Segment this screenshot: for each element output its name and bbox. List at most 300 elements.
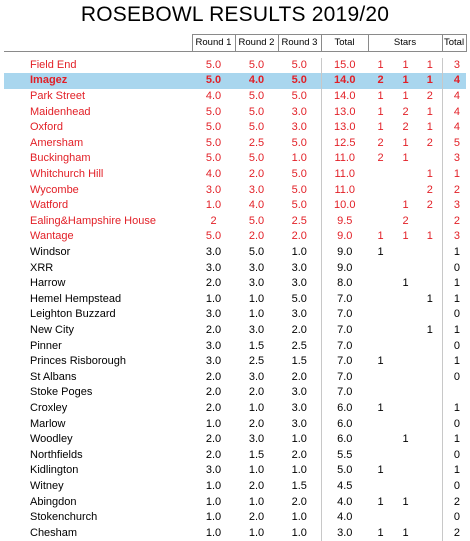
star-round1 (368, 182, 393, 198)
table-row (4, 292, 466, 308)
star-round1: 1 (377, 401, 384, 414)
table-row (4, 338, 466, 354)
star-round2: 1 (402, 152, 409, 165)
round3-score: 5.0 (278, 292, 321, 308)
round3-score: 3.0 (278, 385, 321, 401)
round3-score: 5.0 (278, 198, 321, 214)
round1-score: 4.0 (205, 90, 222, 103)
round1-score: 2.0 (205, 448, 222, 461)
star-round1: 1 (377, 246, 384, 259)
stars-total: 1 (453, 246, 461, 259)
stars-total: 1 (453, 401, 461, 414)
round2-score: 5.0 (248, 58, 265, 71)
results-table (4, 34, 467, 541)
total-score: 7.0 (337, 292, 353, 305)
round3-score: 3.0 (278, 307, 321, 323)
round1-score: 3.0 (205, 355, 222, 368)
star-round2 (393, 479, 418, 495)
stars-total: 5 (453, 136, 461, 149)
table-row (4, 369, 466, 385)
club-name: Windsor (30, 246, 71, 259)
round2-score: 2.0 (248, 511, 265, 524)
stars-total: 3 (453, 58, 461, 71)
round3-score: 5.0 (278, 136, 321, 152)
stars-total: 1 (453, 464, 461, 477)
total-score: 7.0 (337, 370, 353, 383)
star-round3 (418, 510, 442, 526)
star-round1 (368, 447, 393, 463)
star-round1 (368, 323, 393, 339)
round2-score: 3.0 (248, 277, 265, 290)
star-round3 (418, 479, 442, 495)
club-name: Field End (30, 58, 77, 71)
table-row (4, 89, 466, 105)
club-name: Wantage (30, 230, 74, 243)
star-round1 (368, 214, 393, 230)
club-name: Amersham (30, 136, 84, 149)
star-round2 (393, 369, 418, 385)
table-row (4, 276, 466, 292)
star-round1: 2 (368, 73, 393, 89)
stars-total: 2 (453, 495, 461, 508)
table-row (4, 323, 466, 339)
table-row (4, 245, 466, 261)
total-score: 5.5 (337, 448, 353, 461)
club-name: Park Street (30, 90, 86, 103)
star-round3 (418, 401, 442, 417)
star-round1: 2 (377, 136, 384, 149)
stars-total: 4 (442, 73, 466, 89)
star-round3: 1 (418, 229, 442, 245)
club-name: Stoke Poges (30, 386, 93, 399)
stars-total: 1 (453, 292, 461, 305)
round3-score: 1.0 (278, 245, 321, 261)
total-score: 13.0 (334, 105, 356, 118)
round1-score: 3.0 (205, 464, 222, 477)
header-round1: Round 1 (192, 35, 235, 52)
table-row (4, 447, 466, 463)
club-name: Princes Risborough (30, 355, 126, 368)
stars-total: 0 (453, 417, 461, 430)
star-round1 (368, 198, 393, 214)
round3-score: 1.0 (278, 510, 321, 526)
table-row (4, 214, 466, 230)
star-round2: 1 (402, 526, 409, 539)
table-row (4, 229, 466, 245)
round2-score: 3.0 (248, 183, 265, 196)
round1-score: 2 (210, 214, 217, 227)
club-name: Watford (30, 199, 69, 212)
star-round1 (368, 276, 393, 292)
round1-score: 5.0 (205, 58, 222, 71)
round1-score: 1.0 (205, 417, 222, 430)
total-score: 8.0 (337, 277, 353, 290)
round3-score: 5.0 (278, 73, 321, 89)
round3-score: 1.5 (278, 479, 321, 495)
stars-total: 0 (453, 479, 461, 492)
round2-score: 1.0 (248, 292, 265, 305)
stars-total: 1 (453, 168, 461, 181)
table-row (4, 494, 466, 510)
total-score: 11.0 (334, 183, 356, 196)
total-score: 4.0 (337, 495, 353, 508)
star-round3 (418, 447, 442, 463)
club-name: Leighton Buzzard (30, 308, 116, 321)
round2-score: 1.0 (248, 526, 265, 539)
round3-score: 1.5 (278, 354, 321, 370)
round1-score: 3.0 (205, 339, 222, 352)
club-name: Kidlington (30, 464, 79, 477)
stars-total: 3 (453, 230, 461, 243)
total-score: 7.0 (337, 308, 353, 321)
star-round2 (393, 463, 418, 479)
round3-score: 2.5 (278, 338, 321, 354)
round2-score: 2.5 (248, 136, 265, 149)
round2-score: 4.0 (248, 199, 265, 212)
round1-score: 2.0 (205, 401, 222, 414)
table-row (4, 479, 466, 495)
star-round2 (393, 354, 418, 370)
round1-score: 4.0 (205, 168, 222, 181)
star-round2: 1 (402, 277, 409, 290)
round3-score: 1.0 (278, 432, 321, 448)
round2-score: 1.5 (248, 339, 265, 352)
round1-score: 5.0 (192, 73, 235, 89)
club-name: Whitchurch Hill (30, 168, 104, 181)
round2-score: 5.0 (248, 246, 265, 259)
round2-score: 5.0 (248, 90, 265, 103)
star-round1 (368, 432, 393, 448)
table-row (4, 104, 466, 120)
star-round2: 1 (402, 136, 409, 149)
star-round3 (418, 338, 442, 354)
table-row (4, 167, 466, 183)
star-round3: 2 (418, 198, 442, 214)
stars-total: 1 (453, 433, 461, 446)
table-row (4, 120, 466, 136)
round1-score: 3.0 (205, 308, 222, 321)
star-round1 (368, 385, 393, 401)
round1-score: 5.0 (205, 230, 222, 243)
star-round1 (368, 292, 393, 308)
round1-score: 3.0 (205, 183, 222, 196)
star-round2 (393, 401, 418, 417)
stars-total (442, 385, 466, 401)
total-score: 4.5 (337, 479, 353, 492)
round3-score: 3.0 (278, 416, 321, 432)
round2-score: 1.0 (248, 308, 265, 321)
round2-score: 3.0 (248, 370, 265, 383)
round1-score: 2.0 (205, 386, 222, 399)
star-round3 (418, 432, 442, 448)
star-round1 (368, 260, 393, 276)
star-round3: 1 (418, 73, 442, 89)
star-round2 (393, 260, 418, 276)
round3-score: 3.0 (278, 401, 321, 417)
round3-score: 5.0 (278, 58, 321, 74)
header-row (4, 35, 466, 52)
total-score: 11.0 (334, 152, 356, 165)
round1-score: 1.0 (205, 511, 222, 524)
round3-score: 2.0 (278, 229, 321, 245)
round2-score: 5.0 (248, 214, 265, 227)
star-round2: 1 (402, 230, 409, 243)
round3-score: 1.0 (278, 525, 321, 541)
round1-score: 3.0 (205, 261, 222, 274)
total-score: 14.0 (334, 90, 356, 103)
star-round2 (393, 245, 418, 261)
star-round1 (368, 479, 393, 495)
table-row (4, 198, 466, 214)
club-name: Harrow (30, 277, 66, 290)
star-round3: 1 (418, 104, 442, 120)
round3-score: 2.0 (278, 494, 321, 510)
stars-total: 4 (453, 90, 461, 103)
star-round3 (418, 214, 442, 230)
stars-total: 0 (453, 339, 461, 352)
stars-total: 0 (453, 261, 461, 274)
round3-score: 1.0 (278, 151, 321, 167)
round3-score: 2.0 (278, 369, 321, 385)
star-round1 (368, 338, 393, 354)
stars-total: 4 (453, 121, 461, 134)
total-score: 4.0 (337, 511, 353, 524)
club-name: Maidenhead (30, 105, 91, 118)
header-round2: Round 2 (235, 35, 278, 52)
header-blank (4, 35, 192, 52)
star-round2 (393, 385, 418, 401)
star-round2: 1 (402, 90, 409, 103)
round2-score: 1.0 (248, 464, 265, 477)
star-round2: 1 (402, 199, 409, 212)
round3-score: 5.0 (278, 167, 321, 183)
club-name: Abingdon (30, 495, 77, 508)
round2-score: 5.0 (248, 152, 265, 165)
round3-score: 2.5 (278, 214, 321, 230)
star-round3 (418, 307, 442, 323)
star-round3: 1 (418, 120, 442, 136)
round3-score: 5.0 (278, 89, 321, 105)
total-score: 14.0 (321, 73, 368, 89)
round1-score: 2.0 (205, 323, 222, 336)
club-name: Oxford (30, 121, 64, 134)
club-name: Stokenchurch (30, 511, 98, 524)
total-score: 9.0 (337, 261, 353, 274)
table-row (4, 136, 466, 152)
table-row (4, 260, 466, 276)
star-round1: 1 (377, 526, 384, 539)
club-name: Witney (30, 479, 64, 492)
star-round3: 1 (418, 58, 442, 74)
star-round1 (368, 510, 393, 526)
table-row (4, 401, 466, 417)
star-round2 (393, 167, 418, 183)
round1-score: 3.0 (205, 246, 222, 259)
stars-total: 2 (453, 526, 461, 539)
stars-total: 1 (453, 355, 461, 368)
club-name: Hemel Hempstead (30, 292, 122, 305)
stars-total: 2 (453, 183, 461, 196)
header-round3: Round 3 (278, 35, 321, 52)
star-round3: 1 (418, 292, 442, 308)
star-round3: 2 (418, 182, 442, 198)
club-name: Croxley (30, 401, 68, 414)
table-row (4, 58, 466, 74)
round3-score: 2.0 (278, 323, 321, 339)
total-score: 7.0 (337, 323, 353, 336)
round2-score: 4.0 (235, 73, 278, 89)
stars-total: 4 (453, 105, 461, 118)
round3-score: 3.0 (278, 104, 321, 120)
total-score: 6.0 (337, 401, 353, 414)
round2-score: 3.0 (248, 323, 265, 336)
star-round3: 1 (418, 167, 442, 183)
round2-score: 5.0 (248, 121, 265, 134)
star-round2: 2 (402, 214, 409, 227)
round3-score: 1.0 (278, 463, 321, 479)
total-score: 7.0 (337, 339, 353, 352)
table-row (4, 385, 466, 401)
round3-score: 3.0 (278, 260, 321, 276)
round2-score: 2.0 (248, 479, 265, 492)
stars-total: 0 (453, 308, 461, 321)
star-round1: 1 (377, 355, 384, 368)
star-round3 (418, 369, 442, 385)
round1-score: 1.0 (205, 526, 222, 539)
total-score: 13.0 (334, 121, 356, 134)
table-row (4, 463, 466, 479)
total-score: 6.0 (337, 433, 353, 446)
round1-score: 1.0 (205, 199, 222, 212)
total-score: 7.0 (337, 355, 353, 368)
stars-total: 0 (453, 370, 461, 383)
star-round1: 1 (377, 495, 384, 508)
table-row (4, 151, 466, 167)
round1-score: 2.0 (205, 433, 222, 446)
star-round2 (393, 338, 418, 354)
total-score: 7.0 (337, 386, 353, 399)
club-name: XRR (30, 261, 54, 274)
star-round2 (393, 323, 418, 339)
round1-score: 2.0 (205, 277, 222, 290)
star-round1 (368, 416, 393, 432)
total-score: 9.0 (337, 246, 353, 259)
round2-score: 3.0 (248, 433, 265, 446)
round1-score: 5.0 (205, 105, 222, 118)
table-row (4, 307, 466, 323)
star-round1: 1 (377, 230, 384, 243)
header-total: Total (321, 35, 368, 52)
star-round1 (368, 307, 393, 323)
star-round2: 1 (402, 433, 409, 446)
star-round3 (418, 245, 442, 261)
total-score: 12.5 (334, 136, 356, 149)
star-round1: 1 (377, 121, 384, 134)
star-round1: 1 (377, 464, 384, 477)
club-name: Wycombe (30, 183, 79, 196)
round1-score: 1.0 (205, 495, 222, 508)
round2-score: 2.0 (248, 230, 265, 243)
star-round1: 1 (377, 105, 384, 118)
star-round3 (418, 525, 442, 541)
star-round2 (393, 510, 418, 526)
star-round2: 1 (402, 58, 409, 71)
stars-total: 2 (453, 214, 461, 227)
star-round1: 2 (377, 152, 384, 165)
star-round3 (418, 354, 442, 370)
table-row (4, 73, 466, 89)
table-row (4, 182, 466, 198)
round3-score: 5.0 (278, 182, 321, 198)
table-row (4, 416, 466, 432)
header-stars: Stars (368, 35, 442, 52)
club-name: Buckingham (30, 152, 91, 165)
star-round3 (418, 385, 442, 401)
star-round3 (418, 151, 442, 167)
round1-score: 1.0 (205, 479, 222, 492)
page-title: ROSEBOWL RESULTS 2019/20 (80, 3, 390, 26)
header-stars-total: Total (442, 35, 466, 52)
round2-score: 1.0 (248, 495, 265, 508)
club-name: St Albans (30, 370, 77, 383)
round1-score: 1.0 (205, 292, 222, 305)
round1-score: 5.0 (205, 121, 222, 134)
table-row (4, 525, 466, 541)
club-name: Northfields (30, 448, 83, 461)
club-name: Chesham (30, 526, 78, 539)
round3-score: 3.0 (278, 276, 321, 292)
round2-score: 1.5 (248, 448, 265, 461)
round2-score: 3.0 (248, 261, 265, 274)
star-round2: 1 (402, 495, 409, 508)
club-name: Imagez (4, 73, 192, 89)
table-row (4, 510, 466, 526)
star-round2 (393, 416, 418, 432)
total-score: 11.0 (334, 168, 356, 181)
results-body (4, 58, 466, 541)
star-round2 (393, 307, 418, 323)
star-round3: 1 (418, 323, 442, 339)
round3-score: 3.0 (278, 120, 321, 136)
stars-total: 3 (453, 152, 461, 165)
club-name: Woodley (30, 433, 73, 446)
total-score: 6.0 (337, 417, 353, 430)
table-row (4, 432, 466, 448)
total-score: 3.0 (337, 526, 353, 539)
total-score: 15.0 (334, 58, 356, 71)
table-row (4, 354, 466, 370)
club-name: Pinner (30, 339, 62, 352)
star-round3 (418, 416, 442, 432)
total-score: 9.5 (337, 214, 353, 227)
star-round2 (393, 447, 418, 463)
round2-score: 2.0 (248, 168, 265, 181)
star-round1 (368, 167, 393, 183)
round2-score: 2.0 (248, 386, 265, 399)
round2-score: 1.0 (248, 401, 265, 414)
stars-total: 0 (453, 511, 461, 524)
round2-score: 2.0 (248, 417, 265, 430)
star-round2 (393, 182, 418, 198)
star-round2: 2 (402, 121, 409, 134)
round2-score: 5.0 (248, 105, 265, 118)
star-round3 (418, 260, 442, 276)
star-round1: 1 (377, 58, 384, 71)
stars-total: 1 (453, 323, 461, 336)
round1-score: 2.0 (205, 370, 222, 383)
total-score: 10.0 (334, 199, 356, 212)
round3-score: 2.0 (278, 447, 321, 463)
